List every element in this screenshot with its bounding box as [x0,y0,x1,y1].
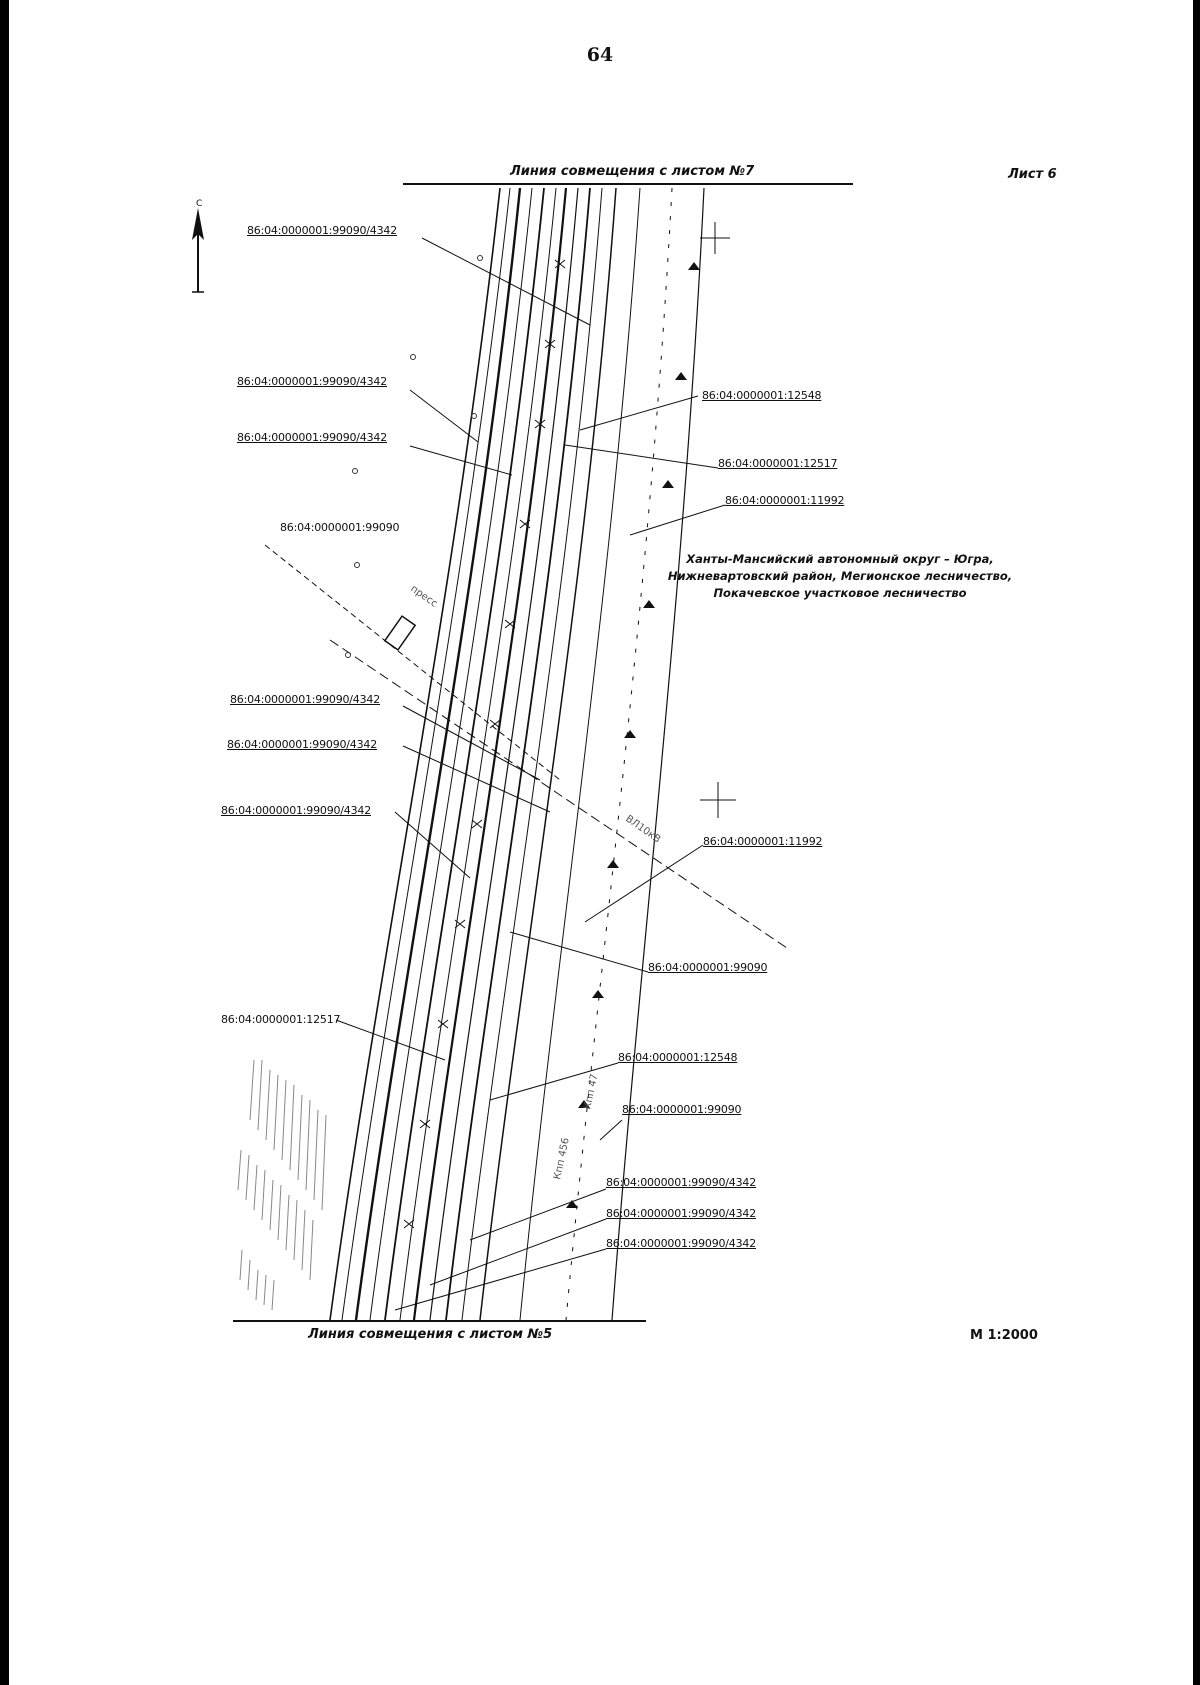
parcel-label: 86:04:0000001:99090/4342 [606,1237,756,1250]
parcel-label: 86:04:0000001:11992 [725,494,845,507]
survey-crosshair-icon [700,222,736,818]
pipeline-corridor [330,188,704,1320]
terrain-hatching [238,1060,326,1310]
region-note-line: Нижневартовский район, Мегионское лесничество, [667,569,1013,583]
match-line-bottom-label: Линия совмещения с листом №5 [308,1327,553,1342]
parcel-label: 86:04:0000001:99090/4342 [247,224,397,237]
survey-points [346,256,483,658]
region-note-line: Покачевское участковое лесничество [713,586,967,600]
parcel-label: 86:04:0000001:12517 [718,457,838,470]
parcel-label: 86:04:0000001:99090/4342 [227,738,377,751]
parcel-label: 86:04:0000001:11992 [703,835,823,848]
parcel-label: 86:04:0000001:99090 [622,1103,742,1116]
parcel-label: 86:04:0000001:99090/4342 [237,431,387,444]
north-letter: С [196,199,203,209]
scale-label: М 1:2000 [970,1328,1038,1343]
parcel-label: 86:04:0000001:99090 [648,961,768,974]
parcel-label: 86:04:0000001:99090/4342 [237,375,387,388]
parcel-label: 86:04:0000001:99090/4342 [606,1176,756,1189]
region-note [660,551,1020,602]
parcel-label: 86:04:0000001:12548 [618,1051,738,1064]
page-number: 64 [586,44,614,66]
leader-lines [336,238,725,1310]
kilometer-label-1: Кпп 456 [552,1136,572,1181]
parcel-label: 86:04:0000001:99090 [280,521,400,534]
crossing-label-1: пресс [408,583,440,610]
parcel-label: 86:04:0000001:99090/4342 [221,804,371,817]
sheet-label: Лист 6 [1008,167,1057,182]
kilometer-label-2: Кпп 47 [582,1073,601,1111]
region-note-line: Ханты-Мансийский автономный округ – Югра, [686,552,994,566]
crossing-label-2: ВЛ10кВ [623,813,663,846]
north-arrow-icon [192,199,204,292]
parcel-label: 86:04:0000001:99090/4342 [230,693,380,706]
match-line-top-label: Линия совмещения с листом №7 [510,164,755,179]
parcel-label: 86:04:0000001:99090/4342 [606,1207,756,1220]
parcel-label: 86:04:0000001:12548 [702,389,822,402]
parcel-label: 86:04:0000001:12517 [221,1013,341,1026]
